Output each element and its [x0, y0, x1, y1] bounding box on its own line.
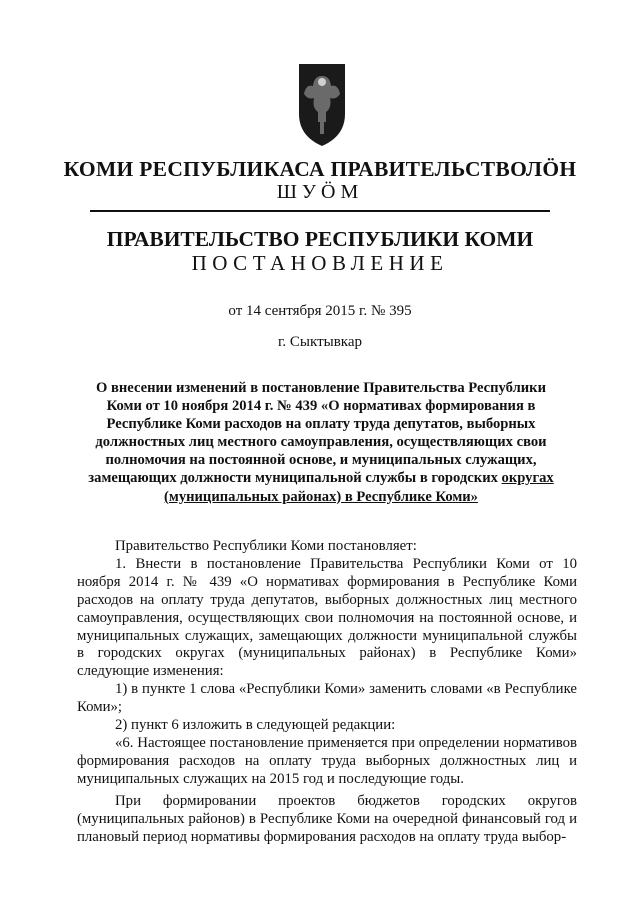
body-paragraph: 2) пункт 6 изложить в следующей редакции: [115, 717, 396, 734]
russian-government-title: ПРАВИТЕЛЬСТВО РЕСПУБЛИКИ КОМИ [106, 227, 534, 251]
decree-date-number: от 14 сентября 2015 г. № 395 [228, 303, 412, 319]
decree-title-underlined: округах (муниципальных районах) в Республике Коми» [164, 470, 554, 505]
coat-of-arms-emblem [296, 62, 348, 148]
header-divider [90, 210, 550, 212]
decree-title-main: О внесении изменений в постановление Правительства Республики Коми от 10 ноября 2014 г. № 439 «О нормативах формирования в Республике Коми расходов на оплату труда депутатов, выборных должностных лиц местного самоуправления, осуществляющих свои полномочия на постоянной основе, и муниципальных служащих, замещающих должности муниципальной службы в городских [88, 380, 547, 487]
body-paragraph: «6. Настоящее постановление применяется при определении нормативов формирования расходов на оплату труда выборных должностных лиц и муниципальных служащих на 2015 год и последующие годы. [77, 734, 577, 787]
body-paragraph: Правительство Республики Коми постановляет: [115, 538, 417, 554]
komi-government-title: КОМИ РЕСПУБЛИКАСА ПРАВИТЕЛЬСТВОЛÖН [63, 157, 577, 181]
body-paragraph: 1) в пункте 1 слова «Республики Коми» заменить словами «в Республике Коми»; [77, 681, 577, 716]
russian-decree-word: ПОСТАНОВЛЕНИЕ [191, 251, 449, 275]
body-paragraph: При формировании проектов бюджетов городских округов (муниципальных районов) в Республике Коми на очередной финансовый год и плановый период нормативы формирования расходов на оплату труда выбор- [77, 792, 577, 845]
decree-city: г. Сыктывкар [277, 334, 363, 350]
decree-body [77, 538, 577, 846]
komi-decree-word: ШУÖМ [276, 181, 364, 203]
body-paragraph: 1. Внести в постановление Правительства Республики Коми от 10 ноября 2014 г. № 439 «О нормативах формирования в Республике Коми расходов на оплату труда депутатов, выборных должностных лиц местного самоуправления, осуществляющих свои полномочия на постоянной основе, и муниципальных служащих, замещающих должности муниципальной службы в городских округах (муниципальных районах) в Республике Коми» следующие изменения: [77, 555, 577, 680]
decree-title [82, 379, 560, 506]
